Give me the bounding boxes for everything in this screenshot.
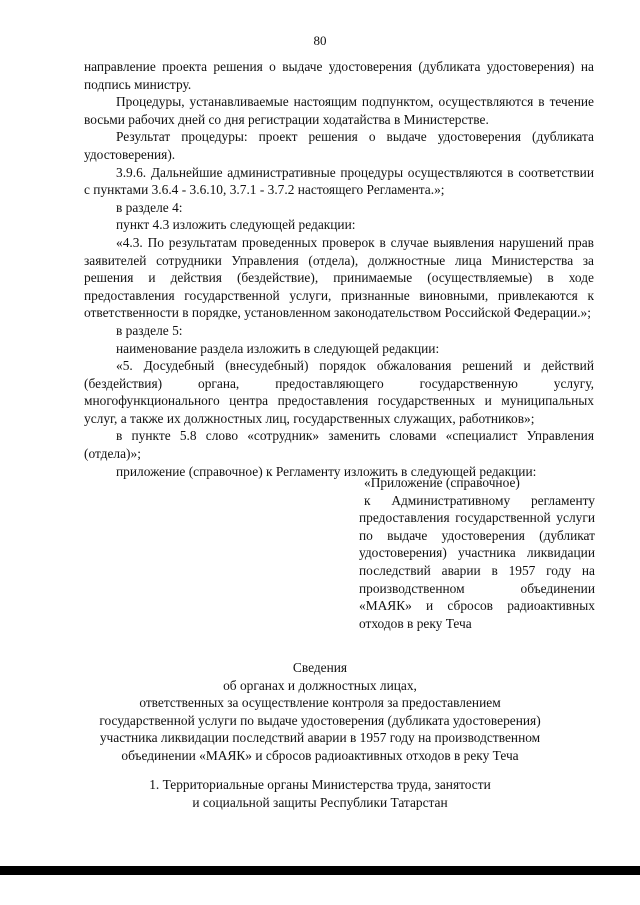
section-heading-line: 1. Территориальные органы Министерства труда, занятости xyxy=(149,777,491,792)
paragraph: наименование раздела изложить в следующей редакции: xyxy=(116,340,440,356)
page-number: 80 xyxy=(313,33,327,48)
paragraph: в пункте 5.8 слово «сотрудник» заменить словами «специалист Управления (отдела)»; xyxy=(84,428,594,462)
info-heading xyxy=(40,659,600,765)
paragraph: приложение (справочное) к Регламенту изложить в следующей редакции: xyxy=(116,463,537,479)
info-heading-line: участника ликвидации последствий аварии в 1957 году на производственном xyxy=(99,730,541,746)
info-heading-line: Сведения xyxy=(292,660,348,675)
scan-edge-bar xyxy=(0,866,640,875)
section-heading-line: и социальной защиты Республики Татарстан xyxy=(192,794,448,810)
paragraph: в разделе 4: xyxy=(116,199,183,215)
paragraph: 3.9.6. Дальнейшие административные процедуры осуществляются в соответствии с пунктами 3.6.4 - 3.6.10, 3.7.1 - 3.7.2 настоящего Регламента.»; xyxy=(84,164,594,198)
info-heading-line: объединении «МАЯК» и сбросов радиоактивных отходов в реку Теча xyxy=(121,747,519,763)
info-heading-line: ответственных за осуществление контроля за предоставлением xyxy=(139,695,501,711)
appendix-head: «Приложение (справочное) xyxy=(364,475,520,490)
paragraph: Результат процедуры: проект решения о выдаче удостоверения (дубликата удостоверения). xyxy=(84,129,594,162)
section-heading xyxy=(40,776,600,811)
paragraph: пункт 4.3 изложить следующей редакции: xyxy=(116,217,356,233)
info-heading-line: об органах и должностных лицах, xyxy=(223,677,417,693)
appendix-note xyxy=(359,474,595,632)
paragraph: «4.3. По результатам проведенных проверок в случае выявления нарушений прав заявителей сотрудники Управления (отдела), должностные лица Министерства за решения и действия (бездействие), принимаемые (осуществляемые) в ходе предоставления государственной услуги, признанные виновными, привлекаются к ответственности в порядке, установленном законодательством Российской Федерации.»; xyxy=(84,234,594,321)
paragraph: в разделе 5: xyxy=(116,322,183,338)
paragraph: Процедуры, устанавливаемые настоящим подпунктом, осуществляются в течение восьми рабочих дней со дня регистрации ходатайства в Министерстве. xyxy=(84,94,594,127)
body-text xyxy=(84,58,594,480)
info-heading-line: государственной услуги по выдаче удостоверения (дубликата удостоверения) xyxy=(99,712,541,728)
paragraph: направление проекта решения о выдаче удостоверения (дубликата удостоверения) на подпись министру. xyxy=(84,59,594,92)
appendix-body: к Административному регламенту предоставления государственной услуги по выдаче удостоверения (дубликат удостоверения) участника ликвидации последствий аварии в 1957 году на производственном объединении «МАЯК» и сбросов радиоактивных отходов в реку Теча xyxy=(359,492,595,631)
paragraph: «5. Досудебный (внесудебный) порядок обжалования решений и действий (бездействия) органа, предоставляющего государственную услугу, многофункционального центра предоставления государственных и муниципальных услуг, а также их должностных лиц, государственных служащих, работников»; xyxy=(84,358,594,426)
